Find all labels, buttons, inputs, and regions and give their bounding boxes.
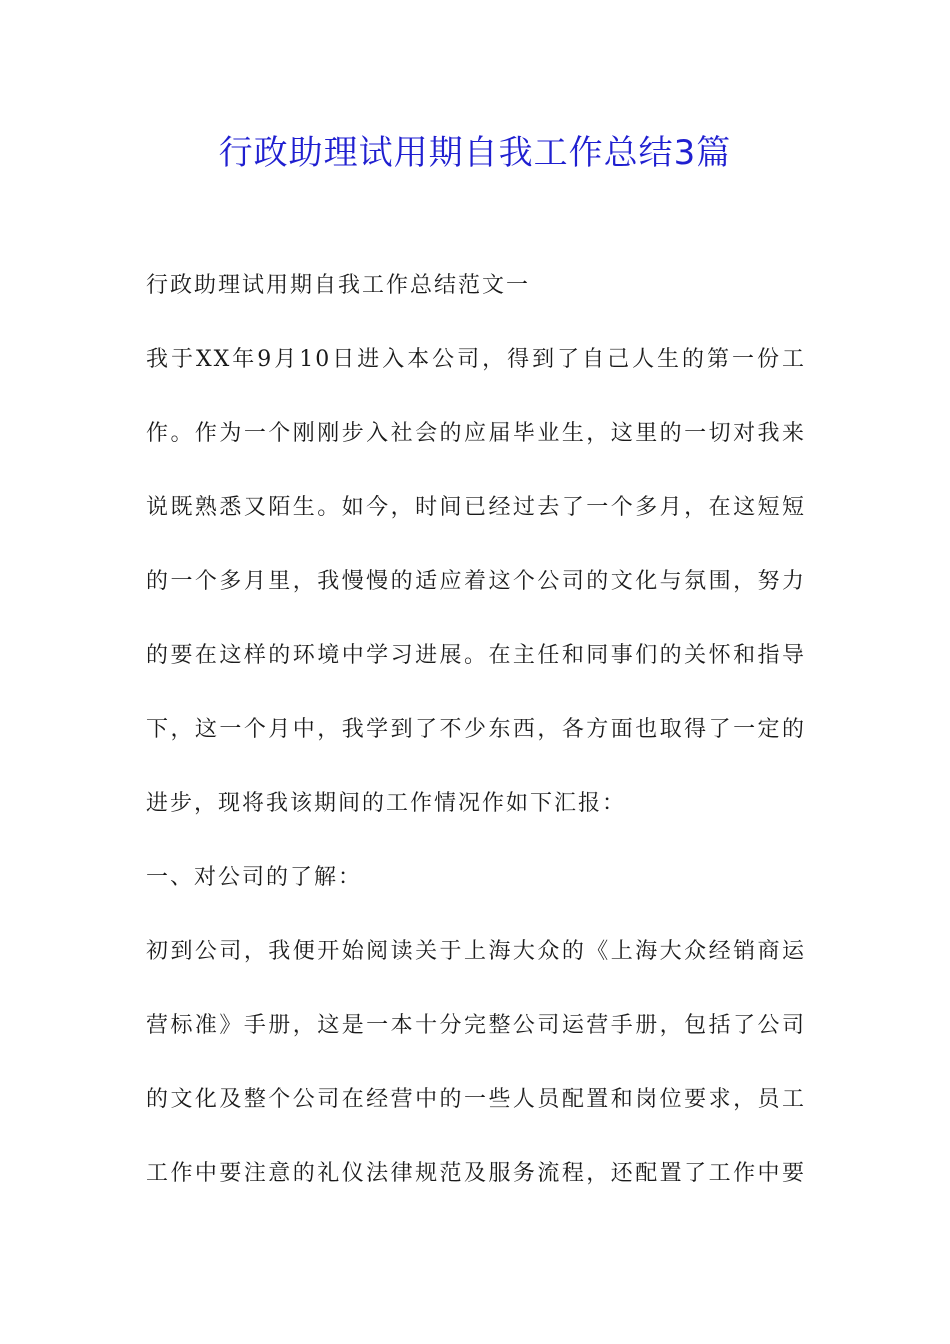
paragraph-line: 工作中要注意的礼仪法律规范及服务流程，还配置了工作中要: [146, 1161, 806, 1186]
subtitle-line: 行政助理试用期自我工作总结范文一: [146, 273, 531, 298]
paragraph-line: 说既熟悉又陌生。如今，时间已经过去了一个多月，在这短短: [146, 495, 806, 520]
paragraph-line: 的文化及整个公司在经营中的一些人员配置和岗位要求，员工: [146, 1087, 806, 1112]
document-body: [146, 264, 806, 1226]
paragraph-line: 进步，现将我该期间的工作情况作如下汇报：: [146, 791, 627, 816]
document-title: 行政助理试用期自我工作总结3篇: [218, 133, 732, 173]
paragraph-line: 的要在这样的环境中学习进展。在主任和同事们的关怀和指导: [146, 643, 806, 668]
paragraph-line: 下，这一个月中，我学到了不少东西，各方面也取得了一定的: [146, 717, 806, 742]
paragraph-line: 营标准》手册，这是一本十分完整公司运营手册，包括了公司: [146, 1013, 806, 1038]
paragraph-line: 我于XX年9月10日进入本公司，得到了自己人生的第一份工: [146, 347, 806, 372]
paragraph-line: 初到公司，我便开始阅读关于上海大众的《上海大众经销商运: [146, 939, 806, 964]
paragraph-line: 作。作为一个刚刚步入社会的应届毕业生，这里的一切对我来: [146, 421, 806, 446]
section-heading: 一、对公司的了解：: [146, 865, 363, 890]
paragraph-line: 的一个多月里，我慢慢的适应着这个公司的文化与氛围，努力: [146, 569, 806, 594]
